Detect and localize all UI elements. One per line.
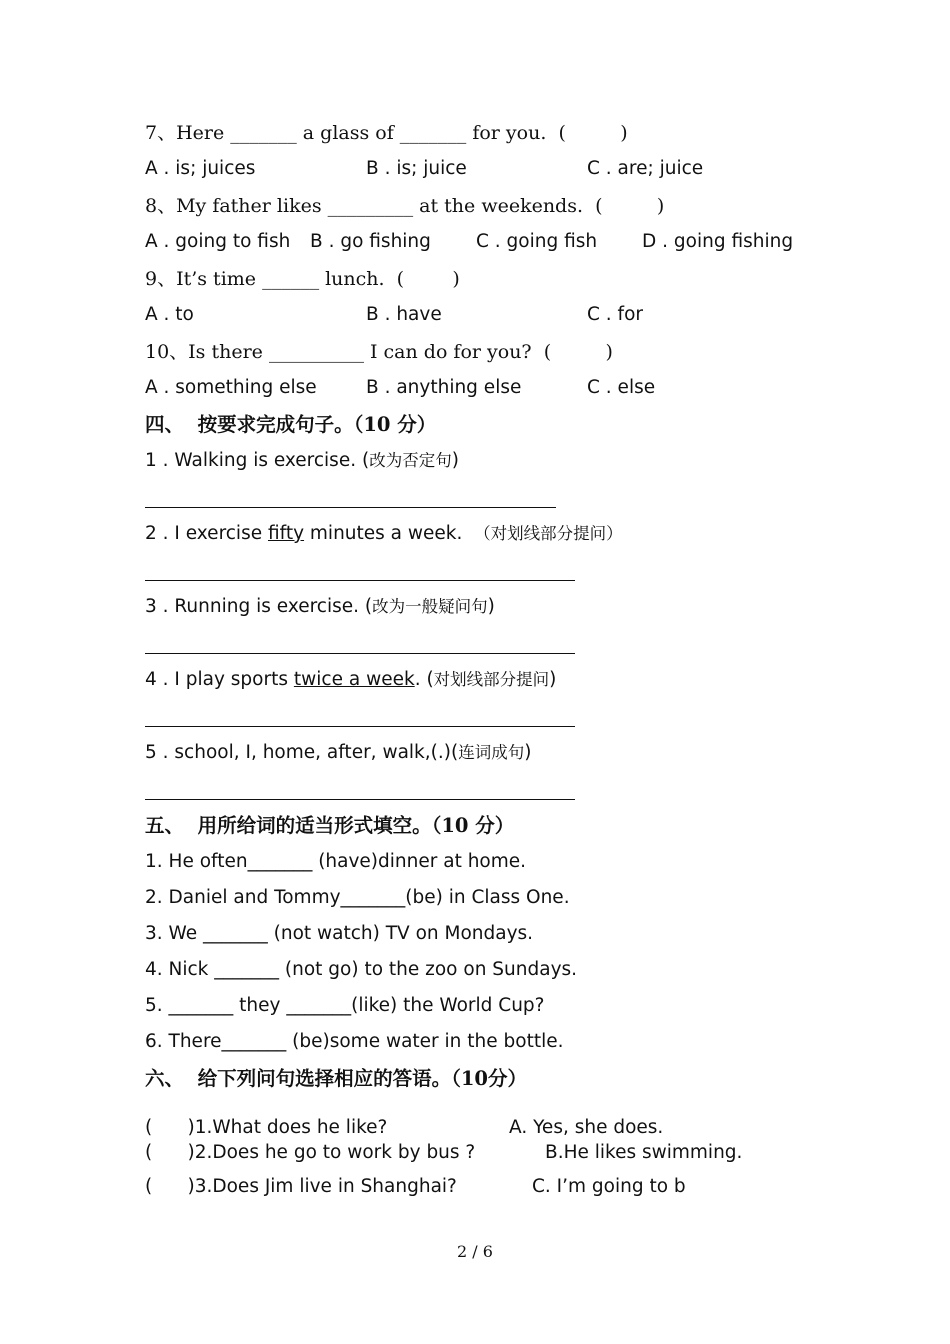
q7-option-a: A . is; juices — [145, 158, 256, 179]
s4-item-5: 5 . school, I, home, after, walk,(.)(连词成句) — [145, 742, 532, 763]
s6-answer-c: C. I’m going to b — [532, 1176, 686, 1197]
q9-option-b: B . have — [366, 304, 442, 325]
s4-item-3: 3 . Running is exercise. (改为一般疑问句) — [145, 596, 495, 617]
question-8: 8、My father likes _________ at the weekends. ( ) — [145, 195, 665, 217]
answer-line-5[interactable] — [145, 799, 575, 800]
s5-item-4: 4. Nick _______ (not go) to the zoo on Sundays. — [145, 959, 578, 980]
s6-question-2: ( )2.Does he go to work by bus ? — [145, 1142, 476, 1163]
s4-item-1: 1 . Walking is exercise. (改为否定句) — [145, 450, 459, 471]
answer-line-1[interactable] — [145, 507, 556, 508]
section-6-heading: 六、 给下列问句选择相应的答语。（10分） — [145, 1067, 527, 1090]
q10-option-a: A . something else — [145, 377, 317, 398]
s6-question-3: ( )3.Does Jim live in Shanghai? — [145, 1176, 457, 1197]
section-5-heading: 五、 用所给词的适当形式填空。（10 分） — [145, 814, 515, 837]
section-4-heading: 四、 按要求完成句子。（10 分） — [145, 413, 437, 436]
s5-item-6: 6. There_______ (be)some water in the bottle. — [145, 1031, 564, 1052]
question-7: 7、Here _______ a glass of _______ for you. ( ) — [145, 122, 628, 144]
s6-answer-b: B.He likes swimming. — [545, 1142, 743, 1163]
s6-answer-a: A. Yes, she does. — [509, 1117, 664, 1138]
s6-question-1: ( )1.What does he like? — [145, 1117, 388, 1138]
question-10: 10、Is there __________ I can do for you? ( ) — [145, 341, 613, 363]
answer-line-3[interactable] — [145, 653, 575, 654]
question-9: 9、It’s time ______ lunch. ( ) — [145, 268, 460, 290]
q8-option-a: A . going to fish — [145, 231, 291, 252]
s5-item-2: 2. Daniel and Tommy_______(be) in Class One. — [145, 887, 570, 908]
s4-item-2: 2 . I exercise fifty minutes a week. （对划线部分提问） — [145, 523, 623, 544]
page-number: 2 / 6 — [457, 1242, 493, 1261]
s5-item-3: 3. We _______ (not watch) TV on Mondays. — [145, 923, 534, 944]
s5-item-1: 1. He often_______ (have)dinner at home. — [145, 851, 527, 872]
q9-option-a: A . to — [145, 304, 194, 325]
q7-option-b: B . is; juice — [366, 158, 467, 179]
q8-option-b: B . go fishing — [310, 231, 431, 252]
q9-option-c: C . for — [587, 304, 643, 325]
q8-option-c: C . going fish — [476, 231, 598, 252]
s4-item-4: 4 . I play sports twice a week. (对划线部分提问) — [145, 669, 557, 690]
answer-line-4[interactable] — [145, 726, 575, 727]
q10-option-c: C . else — [587, 377, 656, 398]
q7-option-c: C . are; juice — [587, 158, 704, 179]
answer-line-2[interactable] — [145, 580, 575, 581]
q8-option-d: D . going fishing — [642, 231, 794, 252]
q10-option-b: B . anything else — [366, 377, 522, 398]
s5-item-5: 5. _______ they _______(like) the World Cup? — [145, 995, 545, 1016]
